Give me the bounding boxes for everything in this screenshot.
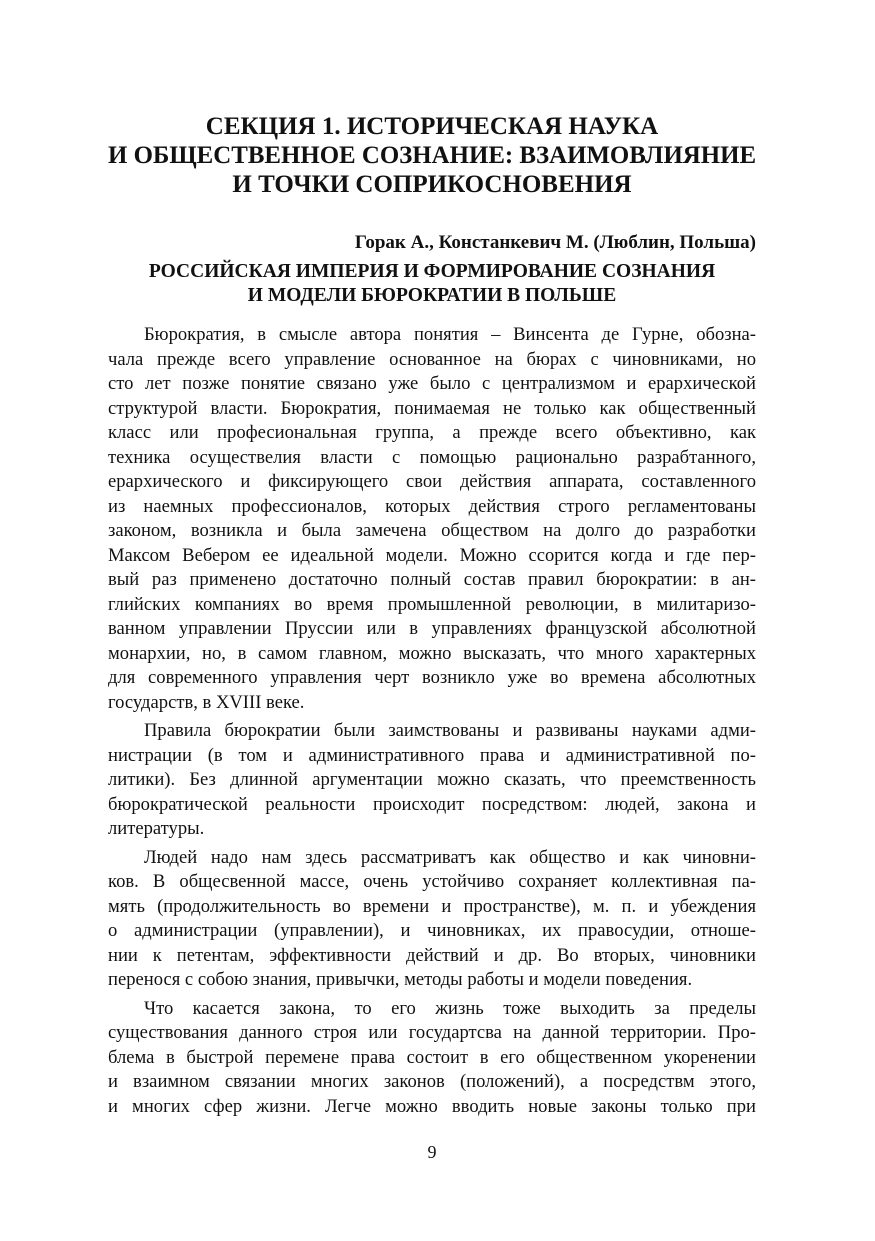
section-title-line: СЕКЦИЯ 1. ИСТОРИЧЕСКАЯ НАУКА	[205, 113, 659, 140]
author-line: Горак А., Констанкевич М. (Люблин, Польша)	[354, 232, 756, 253]
text-line: Что касается закона, то его жизнь тоже выходить за пределы	[144, 997, 756, 1019]
text-line: ков. В общесвенной массе, очень устойчиво сохраняет коллективная па-	[108, 871, 756, 892]
section-title-line: И ОБЩЕСТВЕННОЕ СОЗНАНИЕ: ВЗАИМОВЛИЯНИЕ	[108, 142, 757, 169]
body-text	[108, 323, 756, 1123]
text-line: сто лет позже понятие связано уже было с централизмом и ерархической	[108, 373, 756, 394]
text-line: законом, возникла и была замечена обществом на долго до разработки	[108, 520, 756, 541]
section-title	[108, 112, 756, 199]
text-line: и взаимном связании многих законов (положений), а посредствм этого,	[108, 1071, 756, 1092]
text-line: класс или професиональная группа, а прежде всего объективно, как	[108, 422, 756, 443]
text-line: о администрации (управлении), и чиновниках, их правосудии, отноше-	[108, 920, 756, 941]
text-line: и многих сфер жизни. Легче можно вводить новые законы только при	[108, 1095, 756, 1117]
text-line: блема в быстрой перемене права состоит в его общественном укоренении	[108, 1046, 756, 1068]
section-title-line: И ТОЧКИ СОПРИКОСНОВЕНИЯ	[232, 171, 632, 198]
article-title-line: РОССИЙСКАЯ ИМПЕРИЯ И ФОРМИРОВАНИЕ СОЗНАНИЯ	[148, 261, 716, 282]
text-line: Людей надо нам здесь рассматриватъ как общество и как чиновни-	[144, 846, 756, 868]
article-title-line: И МОДЕЛИ БЮРОКРАТИИ В ПОЛЬШЕ	[247, 285, 617, 306]
text-line: ерархического и фиксирующего свои действия аппарата, составленного	[108, 471, 756, 492]
paragraph	[108, 846, 756, 993]
text-line: чала прежде всего управление основанное на бюрах с чиновниками, но	[108, 348, 756, 370]
text-line: нистрации (в том и административного права и административной по-	[108, 744, 756, 766]
text-line: Правила бюрократии были заимствованы и развиваны науками адми-	[144, 720, 756, 741]
text-line: глийских компаниях во время промышленной революции, в милитаризо-	[108, 593, 756, 615]
text-line: существования данного строя или государтсва на данной территории. Про-	[108, 1022, 756, 1043]
paragraph	[108, 719, 756, 842]
paragraph	[108, 997, 756, 1120]
text-line: вый раз применено достаточно полный состав правил бюрократии: в ан-	[108, 569, 756, 590]
text-line: литературы.	[108, 818, 205, 839]
text-line: ванном управлении Пруссии или в управлениях французской абсолютной	[108, 618, 756, 639]
paragraph	[108, 323, 756, 715]
text-line: Бюрократия, в смысле автора понятия – Винсента де Гурне, обозна-	[144, 324, 756, 345]
text-line: структурой власти. Бюрократия, понимаемая не только как общественный	[108, 397, 756, 419]
text-line: нии к петентам, эффективности действий и др. Во вторых, чиновники	[108, 944, 756, 966]
text-line: техника осуществелия власти с помощью рационально разрабтанного,	[108, 446, 756, 468]
text-line: для современного управления черт возникло уже во времена абсолютных	[108, 667, 756, 688]
text-line: литики). Без длинной аргументации можно сказать, что преемственность	[108, 769, 756, 790]
text-line: мять (продолжительность во времени и пространстве), м. п. и убеждения	[108, 895, 756, 917]
text-line: монархии, но, в самом главном, можно высказать, что много характерных	[108, 642, 756, 664]
text-line: Максом Вебером ее идеальной модели. Можно ссорится когда и где пер-	[108, 544, 756, 566]
text-line: из наемных профессионалов, которых действия строго регламентованы	[108, 495, 756, 517]
text-line: государств, в XVIII веке.	[108, 691, 305, 713]
page-number: 9	[427, 1142, 437, 1162]
text-line: бюрократической реальности происходит посредством: людей, закона и	[108, 793, 756, 815]
text-line: перенося с собою знания, привычки, методы работы и модели поведения.	[108, 969, 693, 990]
article-title	[108, 260, 756, 308]
